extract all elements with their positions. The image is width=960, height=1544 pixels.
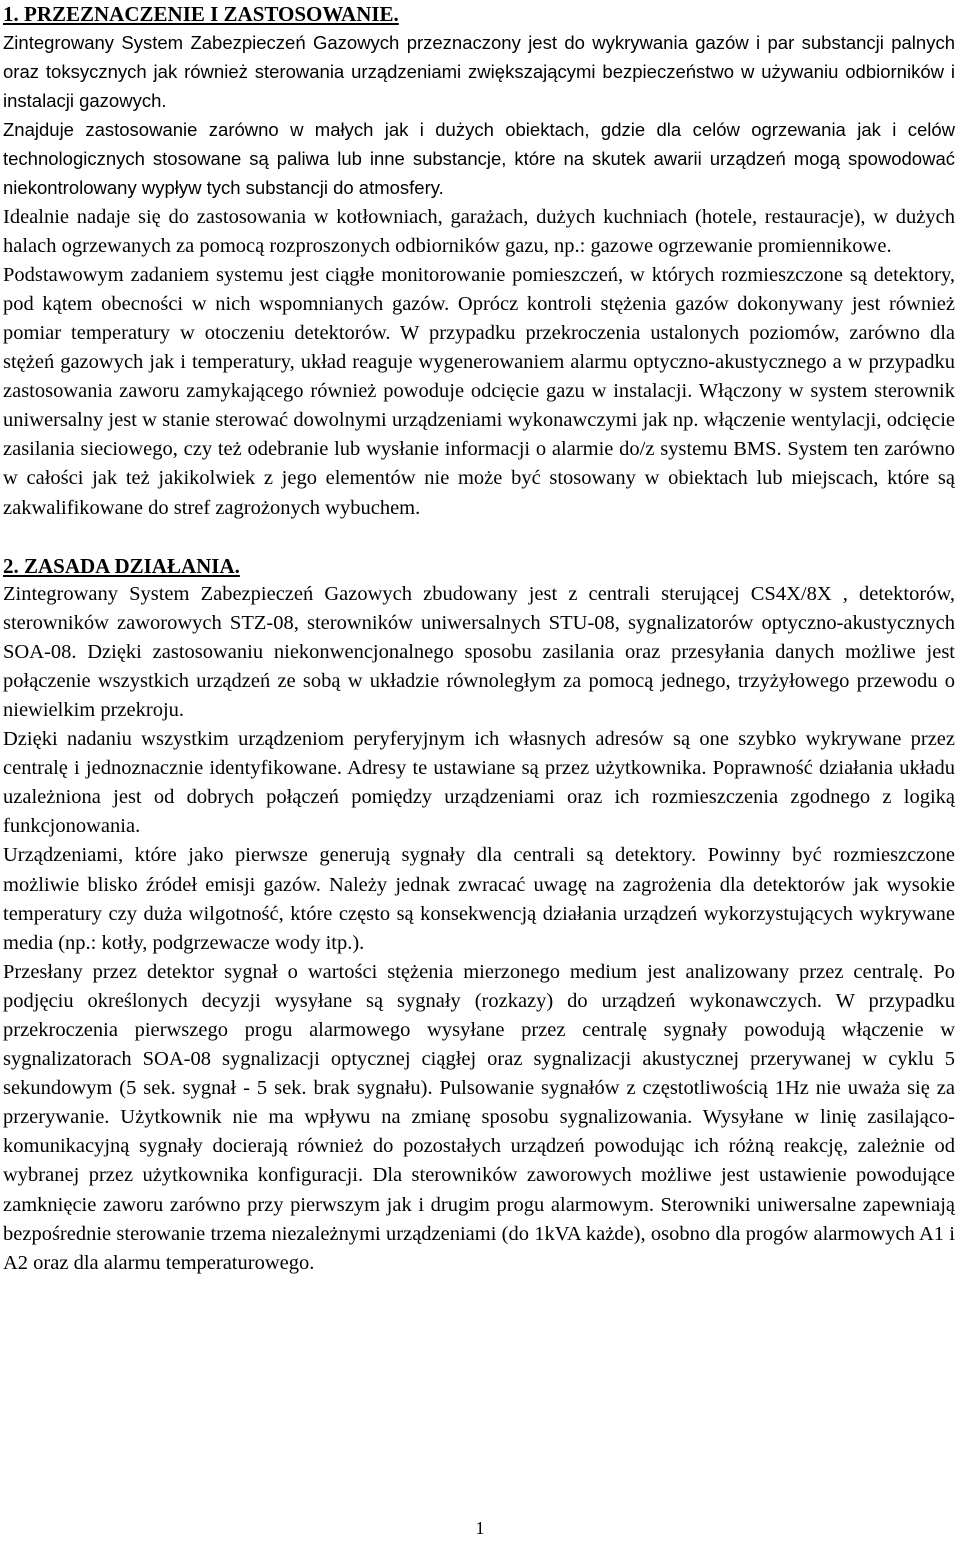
section-2-heading: 2. ZASADA DZIAŁANIA. [3,553,240,578]
paragraph: Podstawowym zadaniem systemu jest ciągłe monitorowanie pomieszczeń, w których rozmieszczone są detektory, pod kątem obecności w nich wspomnianych gazów. Oprócz kontroli stężenia gazów dokonywany jest również pomiar temperatury w otoczeniu detektorów. W przypadku przekroczenia ustalonych poziomów, zarówno dla stężeń gazowych jak i temperatury, układ reaguje wygenerowaniem alarmu optyczno-akustycznego a w przypadku zastosowania zaworu zamykającego również powoduje odcięcie gazu w instalacji. Włączony w system sterownik uniwersalny jest w stanie sterować dowolnymi urządzeniami wykonawczymi jak np. włączenie wentylacji, odcięcie zasilania sieciowego, czy też odebranie lub wysłanie informacji o alarmie do/z systemu BMS. System ten zarówno w całości jak też jakikolwiek z jego elementów nie może być stosowany w obiektach lub miejscach, które są zakwalifikowane do stref zagrożonych wybuchem. [3,263,955,519]
paragraph: Zintegrowany System Zabezpieczeń Gazowych przeznaczony jest do wykrywania gazów i par substancji palnych oraz toksycznych jak również sterowania urządzeniami zwiększającymi bezpieczeństwo w używaniu odbiorników i instalacji gazowych. [3,32,955,112]
section-1-heading: 1. PRZEZNACZENIE I ZASTOSOWANIE. [3,2,399,26]
paragraph: Idealnie nadaje się do zastosowania w kotłowniach, garażach, dużych kuchniach (hotele, restauracje), w dużych halach ogrzewanych za pomocą rozproszonych odbiorników gazu, np.: gazowe ogrzewanie promiennikowe. [3,205,955,257]
paragraph: Dzięki nadaniu wszystkim urządzeniom peryferyjnym ich własnych adresów są one szybko wykrywane przez centralę i jednoznacznie identyfikowane. Adresy te ustawiane są przez użytkownika. Poprawność działania układu uzależniona jest od dobrych połączeń pomiędzy urządzeniami oraz ich rozmieszczenia zgodnego z logiką funkcjonowania. [3,728,955,838]
paragraph: Zintegrowany System Zabezpieczeń Gazowych zbudowany jest z centrali sterującej CS4X/8X , detektorów, sterowników zaworowych STZ-08, sterowników uniwersalnych STU-08, sygnalizatorów optyczno-akustycznych SOA-08. Dzięki zastosowaniu niekonwencjonalnego sposobu zasilania oraz przesyłania danych możliwe jest połączenie wszystkich urządzeń ze sobą w układzie równoległym za pomocą jednego, trzyżyłowego przewodu o niewielkim przekroju. [3,582,955,721]
page-number: 1 [475,1518,485,1538]
section-2-body [3,580,955,1278]
section-1-body [3,28,955,523]
paragraph: Przesłany przez detektor sygnał o wartości stężenia mierzonego medium jest analizowany przez centralę. Po podjęciu określonych decyzji wysyłane są sygnały (rozkazy) do urządzeń wykonawczych. W przypadku przekroczenia pierwszego progu alarmowego wysyłane przez centralę sygnały powodują włączenie w sygnalizatorach SOA-08 sygnalizacji optycznej ciągłej oraz sygnalizacji akustycznej przerywanej w cyklu 5 sekundowym (5 sek. sygnał - 5 sek. brak sygnału). Pulsowanie sygnałów z częstotliwością 1Hz nie uważa się za przerywanie. Użytkownik nie ma wpływu na zmianę sposobu sygnalizowania. Wysyłane w linię zasilająco-komunikacyjną sygnały docierają również do pozostałych urządzeń powodując ich różną reakcję, zależnie od wybranej przez użytkownika konfiguracji. Dla sterowników zaworowych możliwe jest ustawienie powodujące zamknięcie zaworu zarówno przy pierwszym jak i drugim progu alarmowym. Sterowniki uniwersalne zapewniają bezpośrednie sterowanie trzema niezależnymi urządzeniami (do 1kVA każde), osobno dla progów alarmowych A1 i A2 oraz dla alarmu temperaturowego. [3,960,955,1274]
paragraph: Urządzeniami, które jako pierwsze generują sygnały dla centrali są detektory. Powinny być rozmieszczone możliwie blisko źródeł emisji gazów. Należy jednak zwracać uwagę na zagrożenia dla detektorów jak wysokie temperatury czy duża wilgotność, które często są konsekwencją działania urządzeń wykorzystujących wykrywane media (np.: kotły, podgrzewacze wody itp.). [3,844,955,954]
paragraph: Znajduje zastosowanie zarówno w małych jak i dużych obiektach, gdzie dla celów ogrzewania jak i celów technologicznych stosowane są paliwa lub inne substancje, które na skutek awarii urządzeń mogą spowodować niekontrolowany wypływ tych substancji do atmosfery. [3,119,955,199]
document-page [3,0,955,1278]
section-spacer [3,523,955,552]
